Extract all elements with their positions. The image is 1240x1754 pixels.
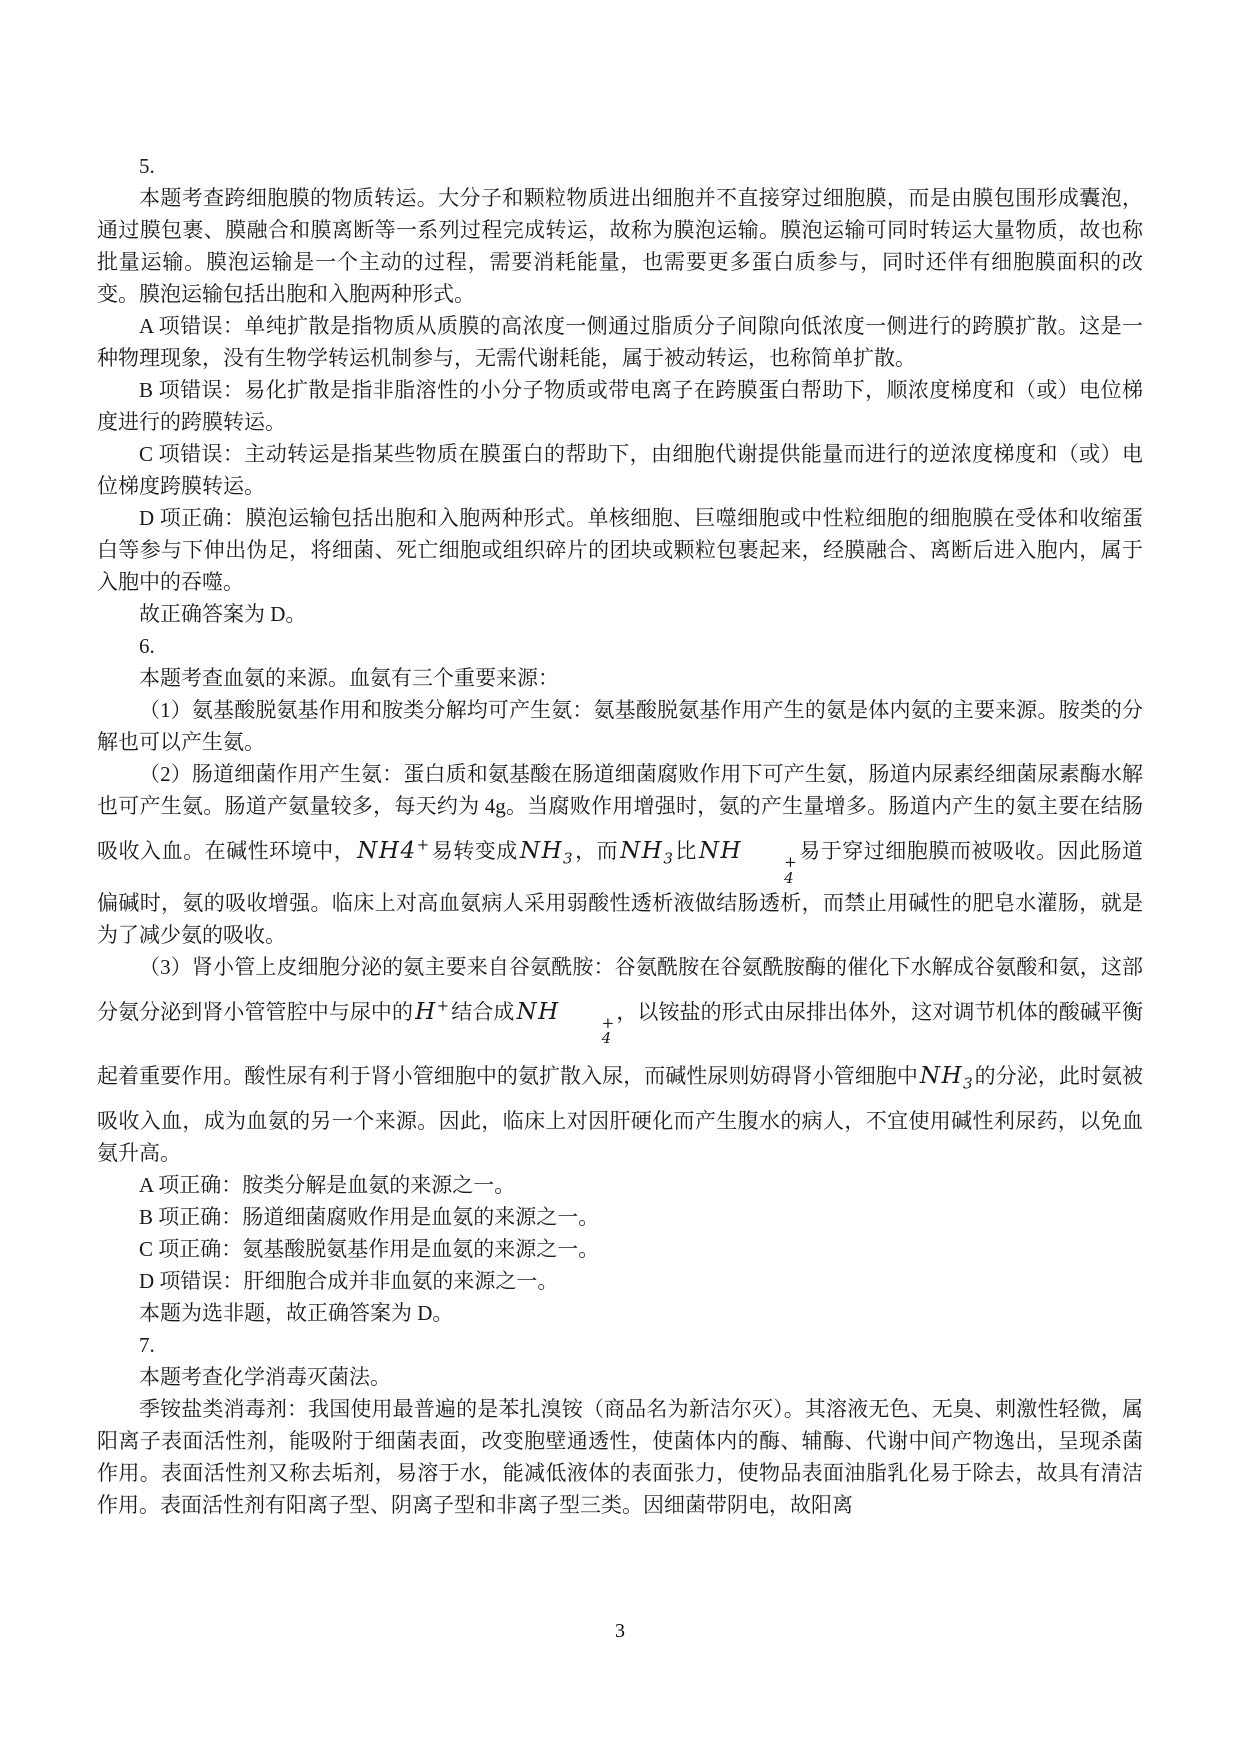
q5-option-c: C 项错误：主动转运是指某些物质在膜蛋白的帮助下，由细胞代谢提供能量而进行的逆浓度梯度和（或）电位梯度跨膜转运。	[97, 442, 1143, 498]
q6-option-b: B 项正确：肠道细菌腐败作用是血氨的来源之一。	[139, 1205, 600, 1229]
q5-option-b: B 项错误：易化扩散是指非脂溶性的小分子物质或带电离子在跨膜蛋白帮助下，顺浓度梯度和（或）电位梯度进行的跨膜转运。	[97, 378, 1143, 434]
q5-option-d: D 项正确：膜泡运输包括出胞和入胞两种形式。单核细胞、巨噬细胞或中性粒细胞的细胞膜在受体和收缩蛋白等参与下伸出伪足，将细菌、死亡细胞或组织碎片的团块或颗粒包裹起来，经膜融合、离断后进入胞内，属于入胞中的吞噬。	[97, 506, 1143, 594]
q6-option-c: C 项正确：氨基酸脱氨基作用是血氨的来源之一。	[139, 1237, 600, 1261]
chem-formula: $NH_3$	[620, 838, 673, 868]
q6-source-2: （2）肠道细菌作用产生氨：蛋白质和氨基酸在肠道细菌腐败作用下可产生氨，肠道内尿素经细菌尿素酶水解也可产生氨。肠道产氨量较多，每天约为 4g。当腐败作用增强时，氨的产生量增多。肠道内产生的氨主要在结肠吸收入血。在碱性环境中，NH4+易转变成$NH_3$，而$NH_3$比NH + 4 易于穿过细胞膜而被吸收。因此肠道偏碱时，氨的吸收增强。临床上对高血氨病人采用弱酸性透析液做结肠透析，而禁止用碱性的肥皂水灌肠，就是为了减少氨的吸收。	[97, 762, 1144, 947]
q5-answer: 故正确答案为 D。	[139, 602, 307, 626]
chem-formula: H+	[415, 995, 450, 1025]
q6-number: 6.	[139, 634, 155, 658]
q7-number: 7.	[139, 1333, 155, 1357]
q6-source-3: （3）肾小管上皮细胞分泌的氨主要来自谷氨酰胺：谷氨酰胺在谷氨酰胺酶的催化下水解成谷氨酸和氨，这部分氨分泌到肾小管管腔中与尿中的H+结合成NH + 4 ，以铵盐的形式由尿排出体外，这对调节机体的酸碱平衡起着重要作用。酸性尿有利于肾小管细胞中的氨扩散入尿，而碱性尿则妨碍肾小管细胞中$NH_3$的分泌，此时氨被吸收入血，成为血氨的另一个来源。因此，临床上对因肝硬化而产生腹水的病人，不宜使用碱性利尿药，以免血氨升高。	[97, 954, 1144, 1165]
q5-option-a: A 项错误：单纯扩散是指物质从质膜的高浓度一侧通过脂质分子间隙向低浓度一侧进行的跨膜扩散。这是一种物理现象，没有生物学转运机制参与，无需代谢耗能，属于被动转运，也称简单扩散。	[97, 314, 1143, 370]
q5-analysis: 本题考查跨细胞膜的物质转运。大分子和颗粒物质进出细胞并不直接穿过细胞膜，而是由膜包围形成囊泡，通过膜包裹、膜融合和膜离断等一系列过程完成转运，故称为膜泡运输。膜泡运输可同时转运大量物质，故也称批量运输。膜泡运输是一个主动的过程，需要消耗能量，也需要更多蛋白质参与，同时还伴有细胞膜面积的改变。膜泡运输包括出胞和入胞两种形式。	[97, 186, 1143, 306]
q6-option-a: A 项正确：胺类分解是血氨的来源之一。	[139, 1173, 516, 1197]
page-number: 3	[615, 1620, 625, 1642]
document-content	[97, 150, 1143, 1521]
chem-formula: $NH_3$	[919, 1063, 973, 1093]
chem-formula: $NH_3$	[519, 838, 573, 868]
chem-formula: NH + 4	[698, 838, 797, 887]
q6-option-d: D 项错误：肝细胞合成并非血氨的来源之一。	[139, 1269, 559, 1293]
chem-formula: NH4+	[357, 835, 430, 864]
q6-answer: 本题为选非题，故正确答案为 D。	[139, 1301, 454, 1325]
q6-analysis: 本题考查血氨的来源。血氨有三个重要来源：	[139, 666, 559, 690]
q6-source-1: （1）氨基酸脱氨基作用和胺类分解均可产生氨：氨基酸脱氨基作用产生的氨是体内氨的主要来源。胺类的分解也可以产生氨。	[97, 698, 1143, 754]
chem-formula: NH + 4	[516, 998, 615, 1048]
q5-number: 5.	[139, 154, 155, 178]
q7-analysis: 本题考查化学消毒灭菌法。	[139, 1365, 391, 1389]
q7-detail: 季铵盐类消毒剂：我国使用最普遍的是苯扎溴铵（商品名为新洁尔灭）。其溶液无色、无臭、刺激性轻微，属阳离子表面活性剂，能吸附于细菌表面，改变胞壁通透性，使菌体内的酶、辅酶、代谢中间产物逸出，呈现杀菌作用。表面活性剂又称去垢剂，易溶于水，能减低液体的表面张力，使物品表面油脂乳化易于除去，故具有清洁作用。表面活性剂有阳离子型、阴离子型和非离子型三类。因细菌带阴电，故阳离	[97, 1397, 1143, 1517]
